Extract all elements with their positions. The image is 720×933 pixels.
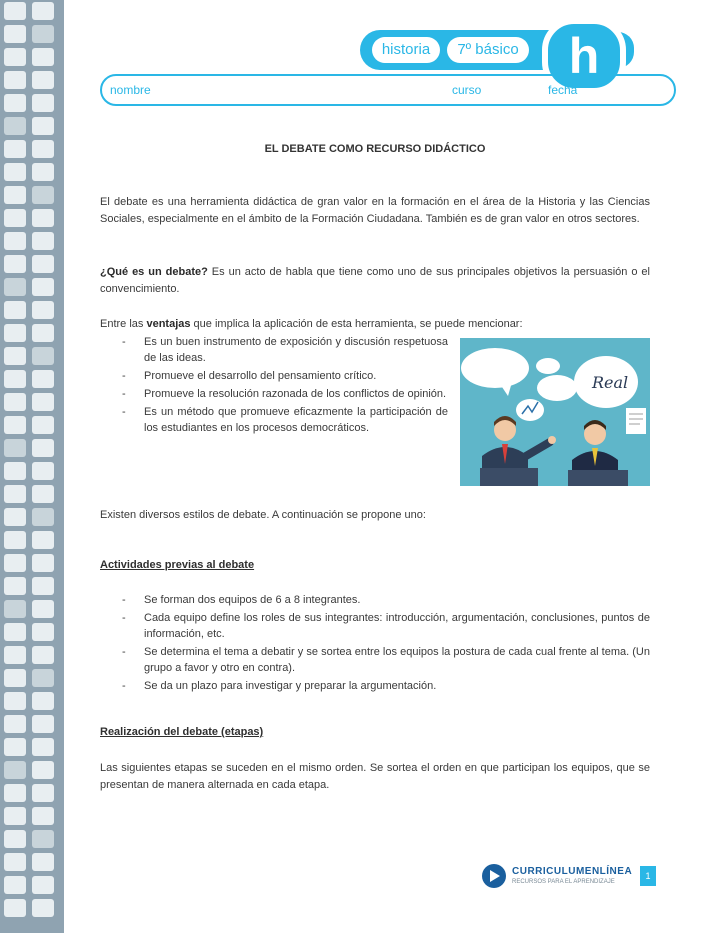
film-strip-cell xyxy=(32,508,54,526)
advantages-list xyxy=(118,334,448,438)
list-item: - Es un método que promueve eficazmente la participación de los estudiantes en los procesos democráticos. xyxy=(118,404,448,436)
list-item: - Promueve el desarrollo del pensamiento crítico. xyxy=(118,368,448,384)
question-paragraph xyxy=(100,264,650,298)
film-strip-cell xyxy=(4,646,26,664)
advantages-lead xyxy=(100,316,650,333)
film-strip-cell xyxy=(32,646,54,664)
prior-activities-list xyxy=(118,592,650,696)
stages-paragraph: Las siguientes etapas se suceden en el mismo orden. Se sortea el orden en que participan los equipos, que se presentan de manera alternada en cada etapa. xyxy=(100,762,650,791)
film-strip-cell xyxy=(4,807,26,825)
film-strip-cell xyxy=(32,140,54,158)
film-strip-cell xyxy=(4,209,26,227)
film-strip-cell xyxy=(4,623,26,641)
decorative-film-strip xyxy=(0,0,64,933)
film-strip-cell xyxy=(32,370,54,388)
list-item: - Promueve la resolución razonada de los conflictos de opinión. xyxy=(118,386,448,402)
name-field-label: nombre xyxy=(110,83,151,97)
bubble-text: Real xyxy=(592,373,629,392)
film-strip-cell xyxy=(32,554,54,572)
film-strip-cell xyxy=(4,232,26,250)
film-strip-cell xyxy=(32,669,54,687)
film-strip-cell xyxy=(4,738,26,756)
film-strip-cell xyxy=(32,807,54,825)
advantages-lead-post: que implica la aplicación de esta herramienta, se puede mencionar: xyxy=(190,318,523,330)
play-arrow-icon xyxy=(482,864,506,888)
grade-pill: 7º básico xyxy=(447,37,529,63)
film-strip-cell xyxy=(32,600,54,618)
prior-activities-heading: Actividades previas al debate xyxy=(100,559,255,571)
film-strip-cell xyxy=(4,876,26,894)
film-strip-cell xyxy=(32,485,54,503)
film-strip-cell xyxy=(4,531,26,549)
styles-paragraph: Existen diversos estilos de debate. A continuación se propone uno: xyxy=(100,509,426,521)
film-strip-cell xyxy=(4,577,26,595)
film-strip-cell xyxy=(32,876,54,894)
film-strip-cell xyxy=(32,899,54,917)
film-strip-cell xyxy=(4,163,26,181)
debate-illustration-image xyxy=(460,338,650,486)
film-strip-cell xyxy=(32,692,54,710)
film-strip-cell xyxy=(4,25,26,43)
film-strip-cell xyxy=(4,692,26,710)
film-strip-cell xyxy=(4,278,26,296)
film-strip-cell xyxy=(32,531,54,549)
intro-paragraph: El debate es una herramienta didáctica de gran valor en la formación en el área de la Historia y las Ciencias Sociales, especialmente en el ámbito de la Formación Ciudadana. También es de gran valor en otros sectores. xyxy=(100,196,650,225)
film-strip-cell xyxy=(32,163,54,181)
film-strip-cell xyxy=(32,830,54,848)
film-strip-cell xyxy=(32,117,54,135)
curriculum-logo[interactable] xyxy=(482,864,633,890)
film-strip-cell xyxy=(32,48,54,66)
subject-pill: historia xyxy=(372,37,440,63)
film-strip-cell xyxy=(4,784,26,802)
film-strip-cell xyxy=(32,255,54,273)
film-strip-cell xyxy=(32,347,54,365)
film-strip-cell xyxy=(4,48,26,66)
film-strip-cell xyxy=(4,117,26,135)
film-strip-cell xyxy=(4,669,26,687)
film-strip-cell xyxy=(4,347,26,365)
list-item: - Se forman dos equipos de 6 a 8 integrantes. xyxy=(118,592,650,608)
film-strip-cell xyxy=(32,25,54,43)
film-strip-cell xyxy=(32,439,54,457)
film-strip-cell xyxy=(4,416,26,434)
film-strip-cell xyxy=(4,186,26,204)
film-strip-cell xyxy=(4,462,26,480)
film-strip-cell xyxy=(32,784,54,802)
film-strip-cell xyxy=(32,2,54,20)
film-strip-cell xyxy=(4,554,26,572)
film-strip-cell xyxy=(4,393,26,411)
film-strip-cell xyxy=(32,278,54,296)
film-strip-cell xyxy=(4,830,26,848)
film-strip-cell xyxy=(32,393,54,411)
film-strip-cell xyxy=(32,853,54,871)
advantages-lead-pre: Entre las xyxy=(100,318,147,330)
brand-tagline: RECURSOS PARA EL APRENDIZAJE xyxy=(512,879,615,885)
film-strip-cell xyxy=(32,209,54,227)
student-info-bar xyxy=(100,74,676,106)
film-strip-cell xyxy=(32,623,54,641)
film-strip-cell xyxy=(4,94,26,112)
brand-name: CURRICULUMENLÍNEA xyxy=(512,866,633,877)
debate-illustration xyxy=(460,338,650,486)
list-item: - Cada equipo define los roles de sus integrantes: introducción, argumentación, conclusiones, puntos de información, etc. xyxy=(118,610,650,642)
film-strip-cell xyxy=(32,301,54,319)
film-strip-cell xyxy=(4,485,26,503)
film-strip-cell xyxy=(4,370,26,388)
list-item: - Se da un plazo para investigar y preparar la argumentación. xyxy=(118,678,650,694)
film-strip-cell xyxy=(4,140,26,158)
film-strip-cell xyxy=(4,715,26,733)
film-strip-cell xyxy=(32,715,54,733)
film-strip-cell xyxy=(4,899,26,917)
film-strip-cell xyxy=(32,416,54,434)
film-strip-cell xyxy=(4,255,26,273)
list-item: - Se determina el tema a debatir y se sortea entre los equipos la postura de cada cual frente al tema. (Un grupo a favor y otro en contra). xyxy=(118,644,650,676)
film-strip-cell xyxy=(32,462,54,480)
film-strip-cell xyxy=(4,324,26,342)
course-field-label: curso xyxy=(452,83,482,97)
document-title: EL DEBATE COMO RECURSO DIDÁCTICO xyxy=(264,143,486,155)
film-strip-cell xyxy=(4,301,26,319)
film-strip-cell xyxy=(4,600,26,618)
subject-logo-letter: h xyxy=(568,28,600,84)
film-strip-cell xyxy=(32,738,54,756)
film-strip-cell xyxy=(32,94,54,112)
advantages-lead-bold: ventajas xyxy=(146,318,191,330)
film-strip-cell xyxy=(32,577,54,595)
film-strip-cell xyxy=(32,324,54,342)
film-strip-cell xyxy=(32,186,54,204)
film-strip-cell xyxy=(4,853,26,871)
stages-heading: Realización del debate (etapas) xyxy=(100,726,264,738)
page-number: 1 xyxy=(640,866,656,886)
film-strip-cell xyxy=(4,439,26,457)
film-strip-cell xyxy=(32,761,54,779)
film-strip-cell xyxy=(32,232,54,250)
question-text: Es un acto de habla que tiene como uno de sus principales objetivos la persuasión o el convencimiento. xyxy=(100,266,650,295)
film-strip-cell xyxy=(4,71,26,89)
film-strip-cell xyxy=(4,508,26,526)
date-field-label: fecha xyxy=(548,83,578,97)
question-bold: ¿Qué es un debate? xyxy=(100,266,208,278)
list-item: - Es un buen instrumento de exposición y discusión respetuosa de las ideas. xyxy=(118,334,448,366)
film-strip-cell xyxy=(4,2,26,20)
film-strip-cell xyxy=(32,71,54,89)
film-strip-cell xyxy=(4,761,26,779)
